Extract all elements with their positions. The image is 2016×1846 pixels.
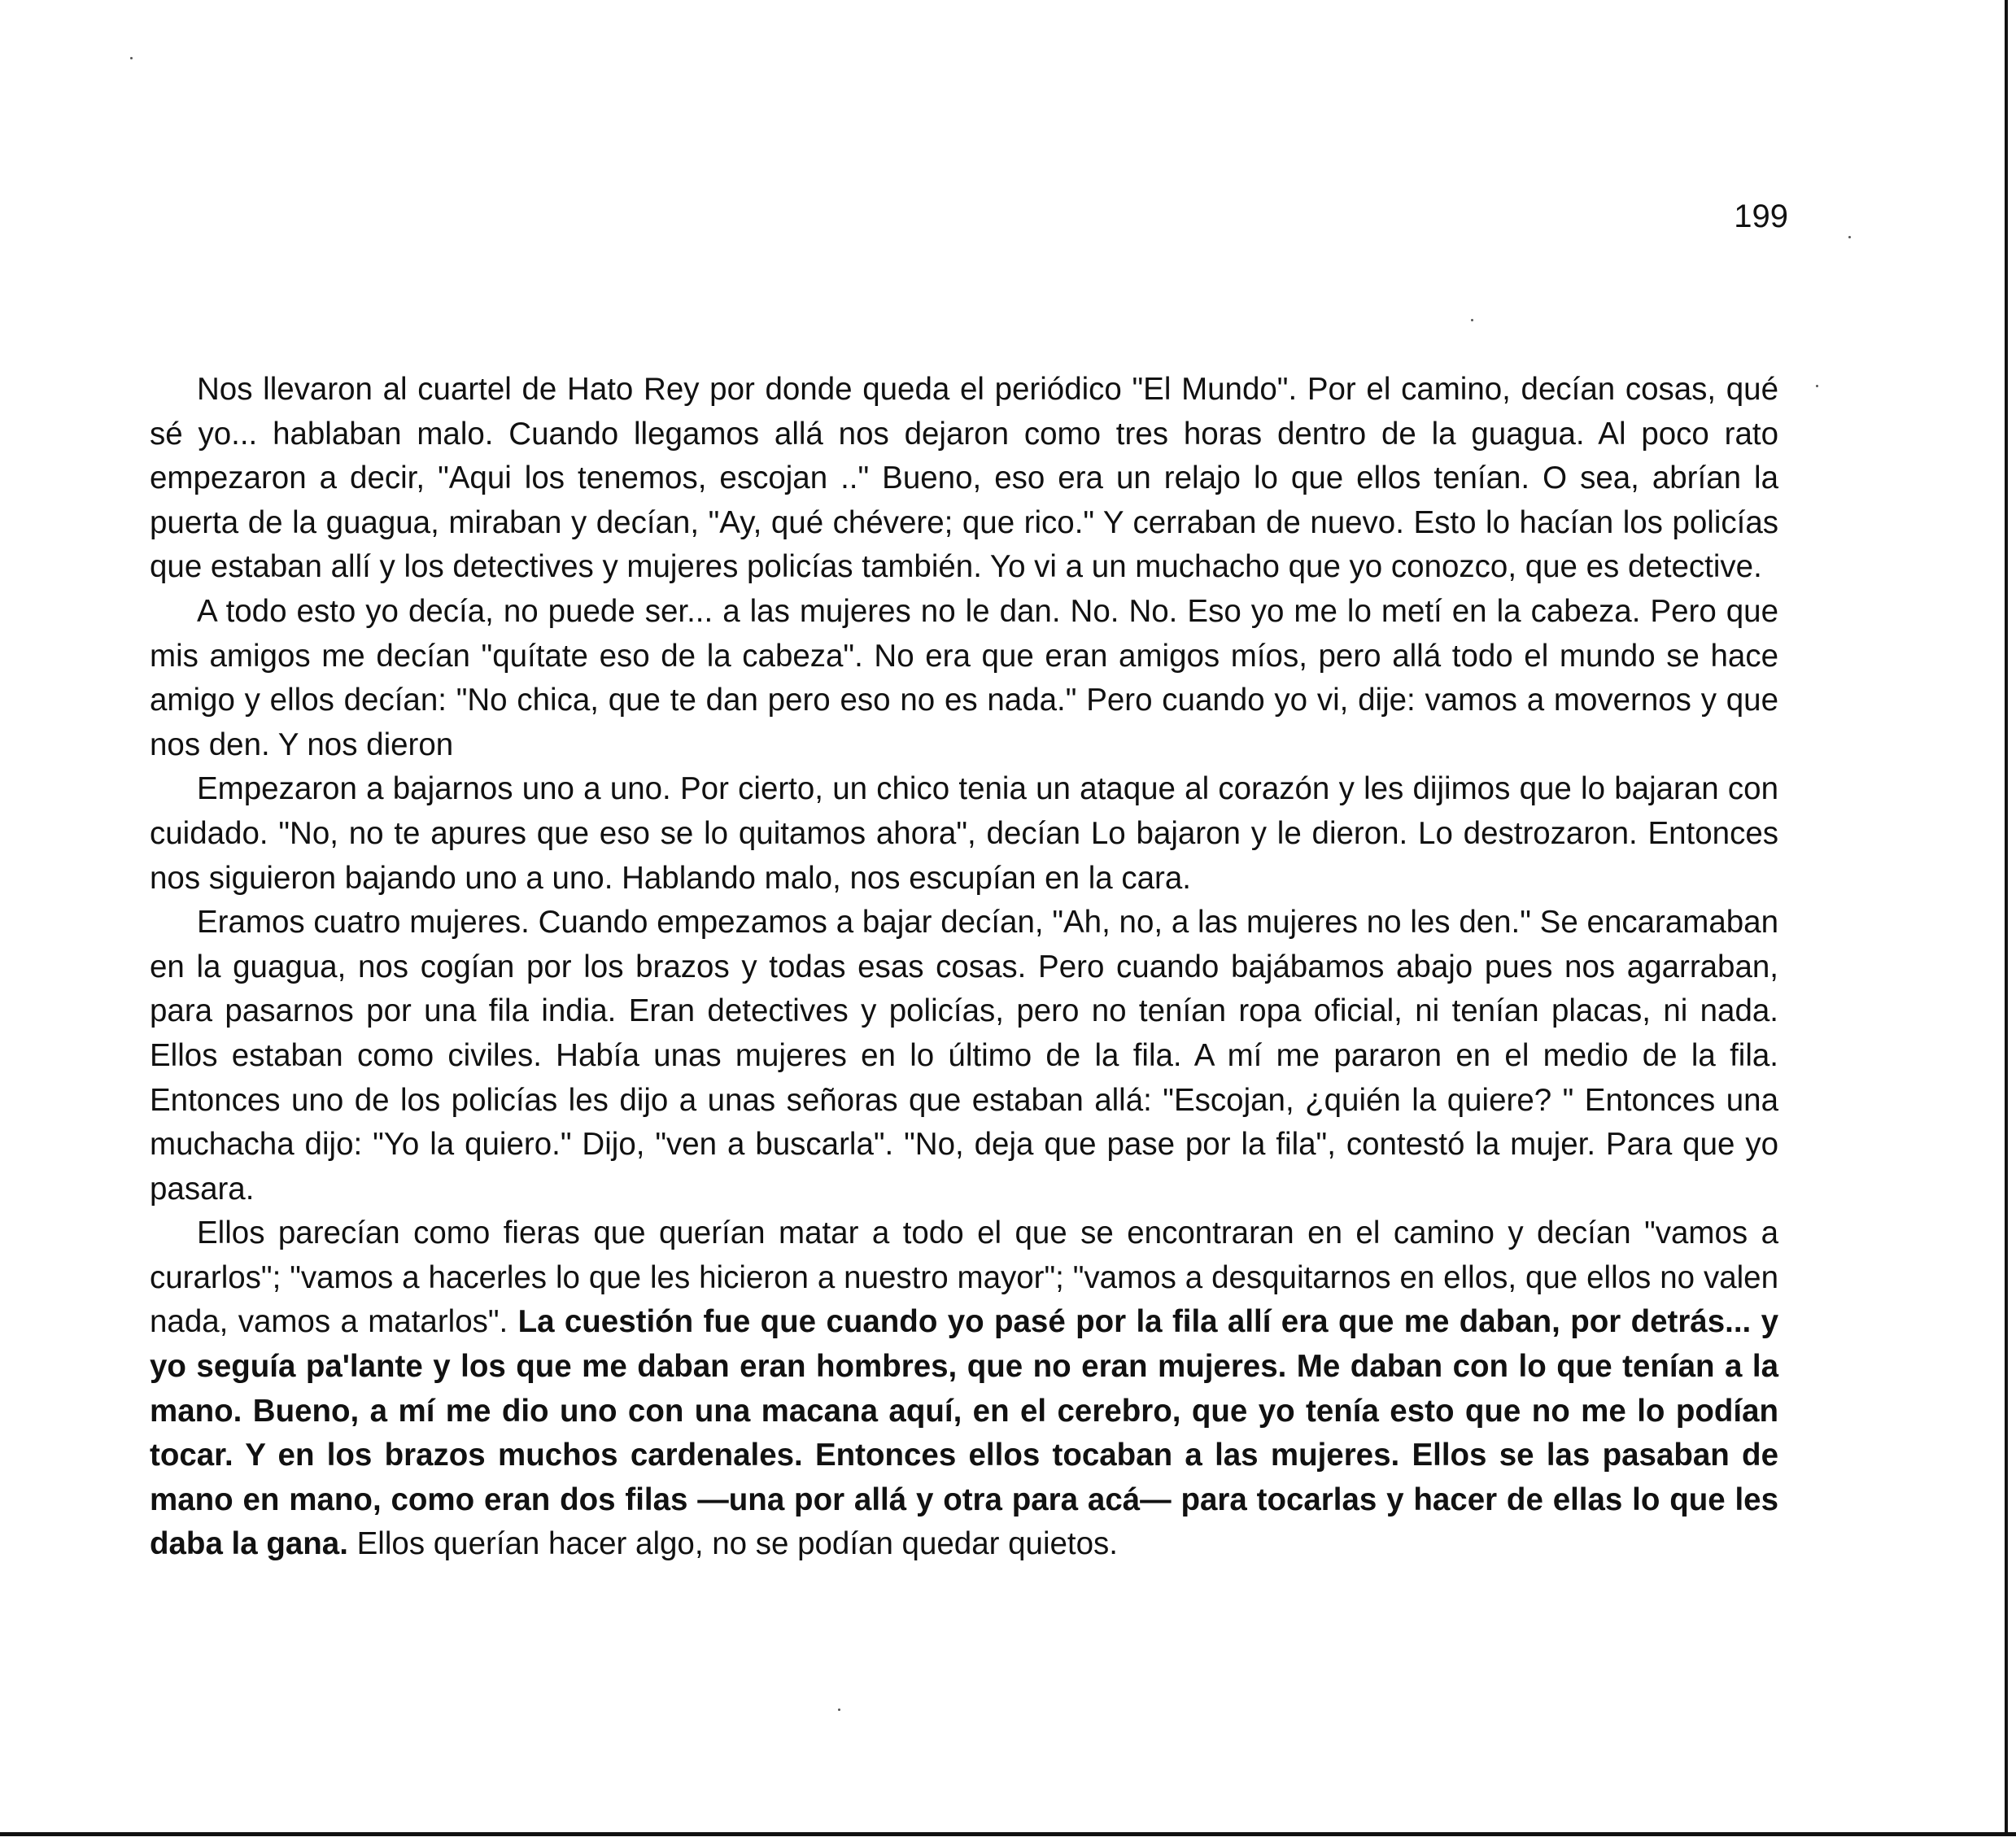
page-number: 199 [1734, 199, 1788, 234]
scan-speck [838, 1709, 840, 1711]
bold-passage: La cuestión fue que cuando yo pasé por la fila allí era que me daban, por detrás... y yo seguía pa'lante y los que me daban eran hombres, que no eran mujeres. Me daban con lo que tenían a la mano. Bueno, a mí me dio uno con una macana aquí, en el cerebro, que yo tenía esto que no me lo podían tocar. Y en los brazos muchos cardenales. Entonces ellos tocaban a las mujeres. Ellos se las pasaban de mano en mano, como eran dos filas —una por allá y otra para acá— para tocarlas y hacer de ellas lo que les daba la gana. [150, 1304, 1778, 1562]
scan-speck [1848, 236, 1851, 238]
body-text [150, 368, 1778, 1567]
paragraph [150, 1211, 1778, 1567]
paragraph-tail: Ellos querían hacer algo, no se podían quedar quietos. [347, 1526, 1118, 1562]
page-edge-bottom [0, 1832, 2016, 1836]
paragraph [150, 368, 1778, 590]
paragraph [150, 590, 1778, 767]
paragraph [150, 767, 1778, 901]
paragraph-text: Empezaron a bajarnos uno a uno. Por cierto, un chico tenia un ataque al corazón y les dijimos que lo bajaran con cuidado. "No, no te apures que eso se lo quitamos ahora", decían Lo bajaron y le dieron. Lo destrozaron. Entonces nos siguieron bajando uno a uno. Hablando malo, nos escupían en la cara. [150, 771, 1778, 896]
paragraph-text: Nos llevaron al cuartel de Hato Rey por donde queda el periódico "El Mundo". Por el camino, decían cosas, qué sé yo... hablaban malo. Cuando llegamos allá nos dejaron como tres horas dentro de la guagua. Al poco rato empezaron a decir, "Aqui los tenemos, escojan .." Bueno, eso era un relajo lo que ellos tenían. O sea, abrían la puerta de la guagua, miraban y decían, "Ay, qué chévere; que rico." Y cerraban de nuevo. Esto lo hacían los policías que estaban allí y los detectives y mujeres policías también. Yo vi a un muchacho que yo conozco, que es detective. [150, 372, 1778, 585]
page-edge-right [2005, 0, 2008, 1836]
paragraph-text: Ellos parecían como fieras que querían matar a todo el que se encontraran en el camino y decían "vamos a curarlos"; "vamos a hacerles lo que les hicieron a nuestro mayor"; "vamos a desquitarnos en ellos, que ellos no valen nada, vamos a matarlos". [150, 1215, 1778, 1340]
paragraph [150, 901, 1778, 1211]
scan-speck [130, 57, 133, 59]
paragraph-text: Eramos cuatro mujeres. Cuando empezamos a bajar decían, "Ah, no, a las mujeres no les den." Se encaramaban en la guagua, nos cogían por los brazos y todas esas cosas. Pero cuando bajábamos abajo pues nos agarraban, para pasarnos por una fila india. Eran detectives y policías, pero no tenían ropa oficial, ni tenían placas, ni nada. Ellos estaban como civiles. Había unas mujeres en lo último de la fila. A mí me pararon en el medio de la fila. Entonces uno de los policías les dijo a unas señoras que estaban allá: "Escojan, ¿quién la quiere? " Entonces una muchacha dijo: "Yo la quiero." Dijo, "ven a buscarla". "No, deja que pase por la fila", contestó la mujer. Para que yo pasara. [150, 905, 1778, 1207]
paragraph-text: A todo esto yo decía, no puede ser... a las mujeres no le dan. No. No. Eso yo me lo metí en la cabeza. Pero que mis amigos me decían "quítate eso de la cabeza". No era que eran amigos míos, pero allá todo el mundo se hace amigo y ellos decían: "No chica, que te dan pero eso no es nada." Pero cuando yo vi, dije: vamos a movernos y que nos den. Y nos dieron [150, 593, 1778, 762]
scan-speck [1471, 319, 1473, 321]
scan-speck [1816, 385, 1818, 387]
